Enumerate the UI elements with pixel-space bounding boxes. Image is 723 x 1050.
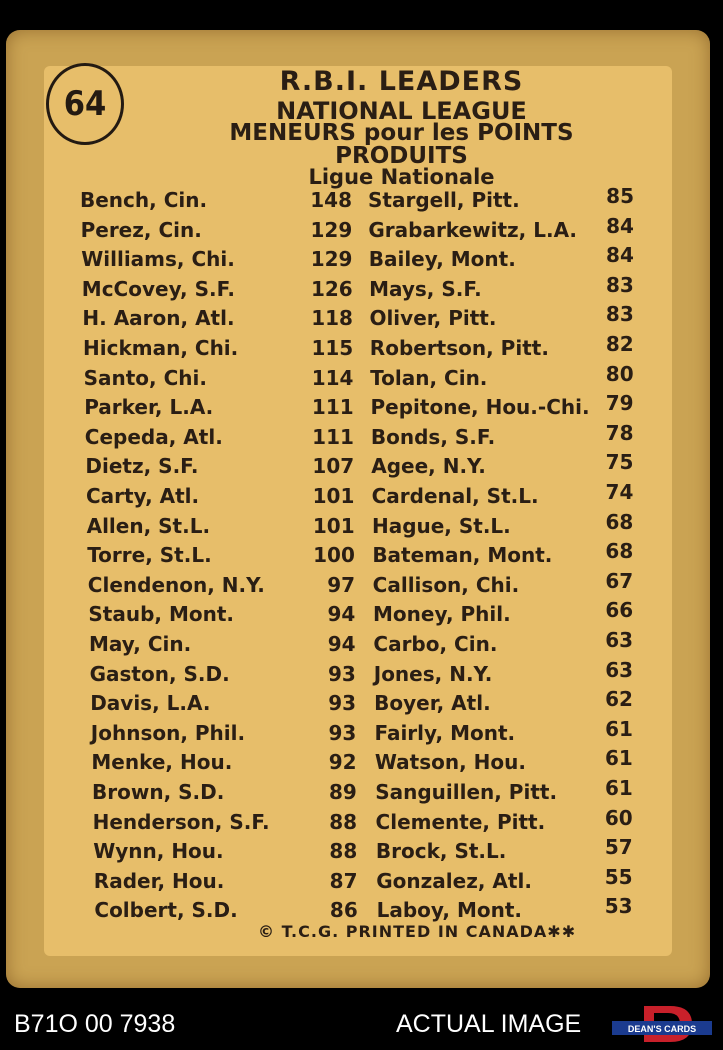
left-player-name: Brown, S.D. (92, 780, 225, 804)
right-player-name: Watson, Hou. (374, 750, 526, 775)
right-rbi-value: 78 (605, 420, 634, 445)
right-rbi-value: 63 (605, 628, 634, 652)
left-rbi-value: 94 (327, 632, 356, 656)
right-rbi-value: 61 (605, 746, 633, 771)
right-rbi-value: 53 (604, 894, 633, 919)
left-rbi-value: 93 (328, 691, 357, 716)
right-rbi-value: 79 (605, 391, 634, 416)
left-rbi-value: 107 (312, 454, 355, 479)
left-player-name: Gaston, S.D. (89, 661, 230, 686)
right-rbi-value: 61 (604, 776, 633, 800)
right-rbi-value: 68 (605, 509, 634, 534)
left-rbi-value: 100 (313, 543, 355, 568)
table-row (0, 361, 723, 394)
table-row (0, 598, 723, 630)
card-title-line-2: NATIONAL LEAGUE (276, 97, 527, 125)
right-player-name: Sanguillen, Pitt. (375, 780, 558, 804)
right-rbi-value: 84 (606, 243, 634, 268)
table-row (0, 213, 723, 246)
left-player-name: Dietz, S.F. (85, 454, 199, 479)
right-player-name: Oliver, Pitt. (369, 306, 497, 331)
right-rbi-value: 66 (605, 598, 634, 623)
right-player-name: Jones, N.Y. (373, 661, 493, 686)
card-number: 64 (63, 84, 107, 124)
right-player-name: Laboy, Mont. (376, 898, 523, 923)
left-player-name: Johnson, Phil. (90, 720, 246, 745)
right-player-name: Cardenal, St.L. (371, 484, 539, 508)
right-player-name: Callison, Chi. (372, 572, 520, 597)
left-rbi-value: 129 (310, 217, 353, 242)
right-player-name: Mays, S.F. (369, 276, 482, 301)
right-player-name: Hague, St.L. (371, 513, 511, 538)
left-rbi-value: 86 (329, 898, 358, 923)
right-rbi-value: 60 (604, 805, 633, 830)
left-player-name: Perez, Cin. (80, 217, 202, 242)
right-rbi-value: 68 (605, 539, 634, 564)
actual-image-label: ACTUAL IMAGE (396, 1010, 582, 1038)
right-rbi-value: 83 (605, 302, 634, 327)
table-row (0, 539, 723, 571)
left-player-name: Henderson, S.F. (92, 809, 270, 834)
right-player-name: Clemente, Pitt. (375, 809, 546, 834)
inventory-code: B71O 00 7938 (14, 1010, 176, 1038)
left-rbi-value: 93 (327, 661, 356, 686)
left-rbi-value: 148 (310, 188, 352, 212)
left-player-name: Cepeda, Atl. (84, 424, 223, 449)
card-title-line-1: R.B.I. LEADERS (279, 66, 524, 97)
left-player-name: Davis, L.A. (90, 691, 211, 716)
left-rbi-value: 126 (310, 276, 353, 301)
right-rbi-value: 82 (605, 332, 634, 356)
left-rbi-value: 94 (327, 602, 356, 627)
table-row (0, 450, 723, 482)
left-rbi-value: 115 (311, 336, 354, 360)
left-player-name: Wynn, Hou. (93, 839, 224, 864)
table-row (0, 776, 723, 808)
right-rbi-value: 84 (606, 213, 634, 238)
table-row (0, 835, 723, 867)
card-title-line-3: MENEURS pour les POINTS (229, 120, 574, 146)
left-rbi-value: 114 (311, 365, 354, 390)
left-player-name: Rader, Hou. (93, 868, 225, 893)
table-row (0, 391, 723, 423)
right-player-name: Robertson, Pitt. (369, 336, 549, 360)
table-row (0, 568, 723, 601)
right-rbi-value: 67 (605, 568, 634, 593)
right-rbi-value: 85 (606, 184, 634, 208)
right-player-name: Pepitone, Hou.-Chi. (370, 395, 590, 420)
table-row (0, 272, 723, 305)
right-player-name: Carbo, Cin. (373, 632, 498, 656)
left-player-name: Williams, Chi. (81, 247, 235, 272)
table-row (0, 480, 723, 512)
left-player-name: Parker, L.A. (84, 395, 214, 420)
right-rbi-value: 61 (605, 716, 633, 741)
right-rbi-value: 62 (605, 687, 633, 712)
left-rbi-value: 93 (328, 720, 357, 745)
left-rbi-value: 101 (312, 513, 355, 538)
table-row (0, 332, 723, 364)
right-player-name: Fairly, Mont. (374, 720, 516, 745)
left-player-name: Carty, Atl. (86, 484, 200, 508)
left-player-name: Santo, Chi. (83, 365, 207, 390)
table-row (0, 628, 723, 660)
card-footer: © T.C.G. PRINTED IN CANADA✱✱ (258, 922, 577, 941)
left-player-name: Menke, Hou. (91, 750, 233, 775)
left-rbi-value: 89 (328, 780, 357, 804)
right-rbi-value: 63 (605, 657, 634, 682)
table-row (0, 687, 723, 719)
left-player-name: Clendenon, N.Y. (87, 572, 265, 597)
table-row (0, 509, 723, 542)
left-rbi-value: 111 (311, 395, 354, 420)
right-rbi-value: 80 (605, 361, 634, 386)
table-row (0, 805, 723, 838)
right-rbi-value: 55 (604, 864, 633, 889)
right-player-name: Agee, N.Y. (371, 454, 486, 479)
left-rbi-value: 111 (312, 424, 354, 449)
right-player-name: Brock, St.L. (375, 839, 507, 864)
left-rbi-value: 101 (312, 484, 355, 508)
table-row (0, 716, 723, 749)
table-row (0, 243, 723, 275)
left-rbi-value: 118 (311, 306, 353, 331)
right-rbi-value: 83 (605, 272, 634, 297)
table-row (0, 302, 723, 334)
right-player-name: Tolan, Cin. (370, 365, 488, 390)
right-player-name: Bonds, S.F. (370, 424, 496, 449)
left-player-name: Allen, St.L. (86, 513, 211, 538)
left-rbi-value: 87 (329, 868, 358, 893)
left-player-name: Torre, St.L. (87, 543, 212, 568)
right-player-name: Bateman, Mont. (372, 543, 553, 568)
deans-cards-logo (612, 1004, 712, 1044)
table-row (0, 420, 723, 453)
logo-text: DEAN'S CARDS (627, 1024, 697, 1034)
left-player-name: H. Aaron, Atl. (82, 306, 235, 331)
right-player-name: Gonzalez, Atl. (376, 868, 532, 893)
right-player-name: Bailey, Mont. (368, 247, 516, 272)
table-row (0, 657, 723, 690)
table-row (0, 746, 723, 778)
right-player-name: Stargell, Pitt. (368, 188, 520, 212)
right-player-name: Boyer, Atl. (374, 691, 491, 716)
card-title-line-4: PRODUITS (335, 143, 468, 169)
table-row (0, 184, 723, 216)
left-rbi-value: 88 (329, 809, 358, 834)
left-player-name: Hickman, Chi. (83, 336, 239, 360)
right-rbi-value: 57 (604, 835, 633, 860)
right-rbi-value: 74 (605, 480, 634, 504)
right-player-name: Money, Phil. (373, 602, 511, 627)
table-row (0, 864, 723, 897)
card-title-line-5: Ligue Nationale (308, 165, 495, 189)
right-player-name: Grabarkewitz, L.A. (368, 217, 578, 242)
left-rbi-value: 97 (327, 572, 356, 597)
left-player-name: Staub, Mont. (88, 602, 235, 627)
left-rbi-value: 129 (310, 247, 353, 272)
right-rbi-value: 75 (605, 450, 634, 475)
left-player-name: McCovey, S.F. (81, 276, 235, 301)
left-rbi-value: 88 (329, 839, 358, 864)
left-rbi-value: 92 (328, 750, 357, 775)
left-player-name: May, Cin. (89, 632, 192, 656)
left-player-name: Bench, Cin. (80, 188, 208, 212)
left-player-name: Colbert, S.D. (94, 898, 238, 923)
